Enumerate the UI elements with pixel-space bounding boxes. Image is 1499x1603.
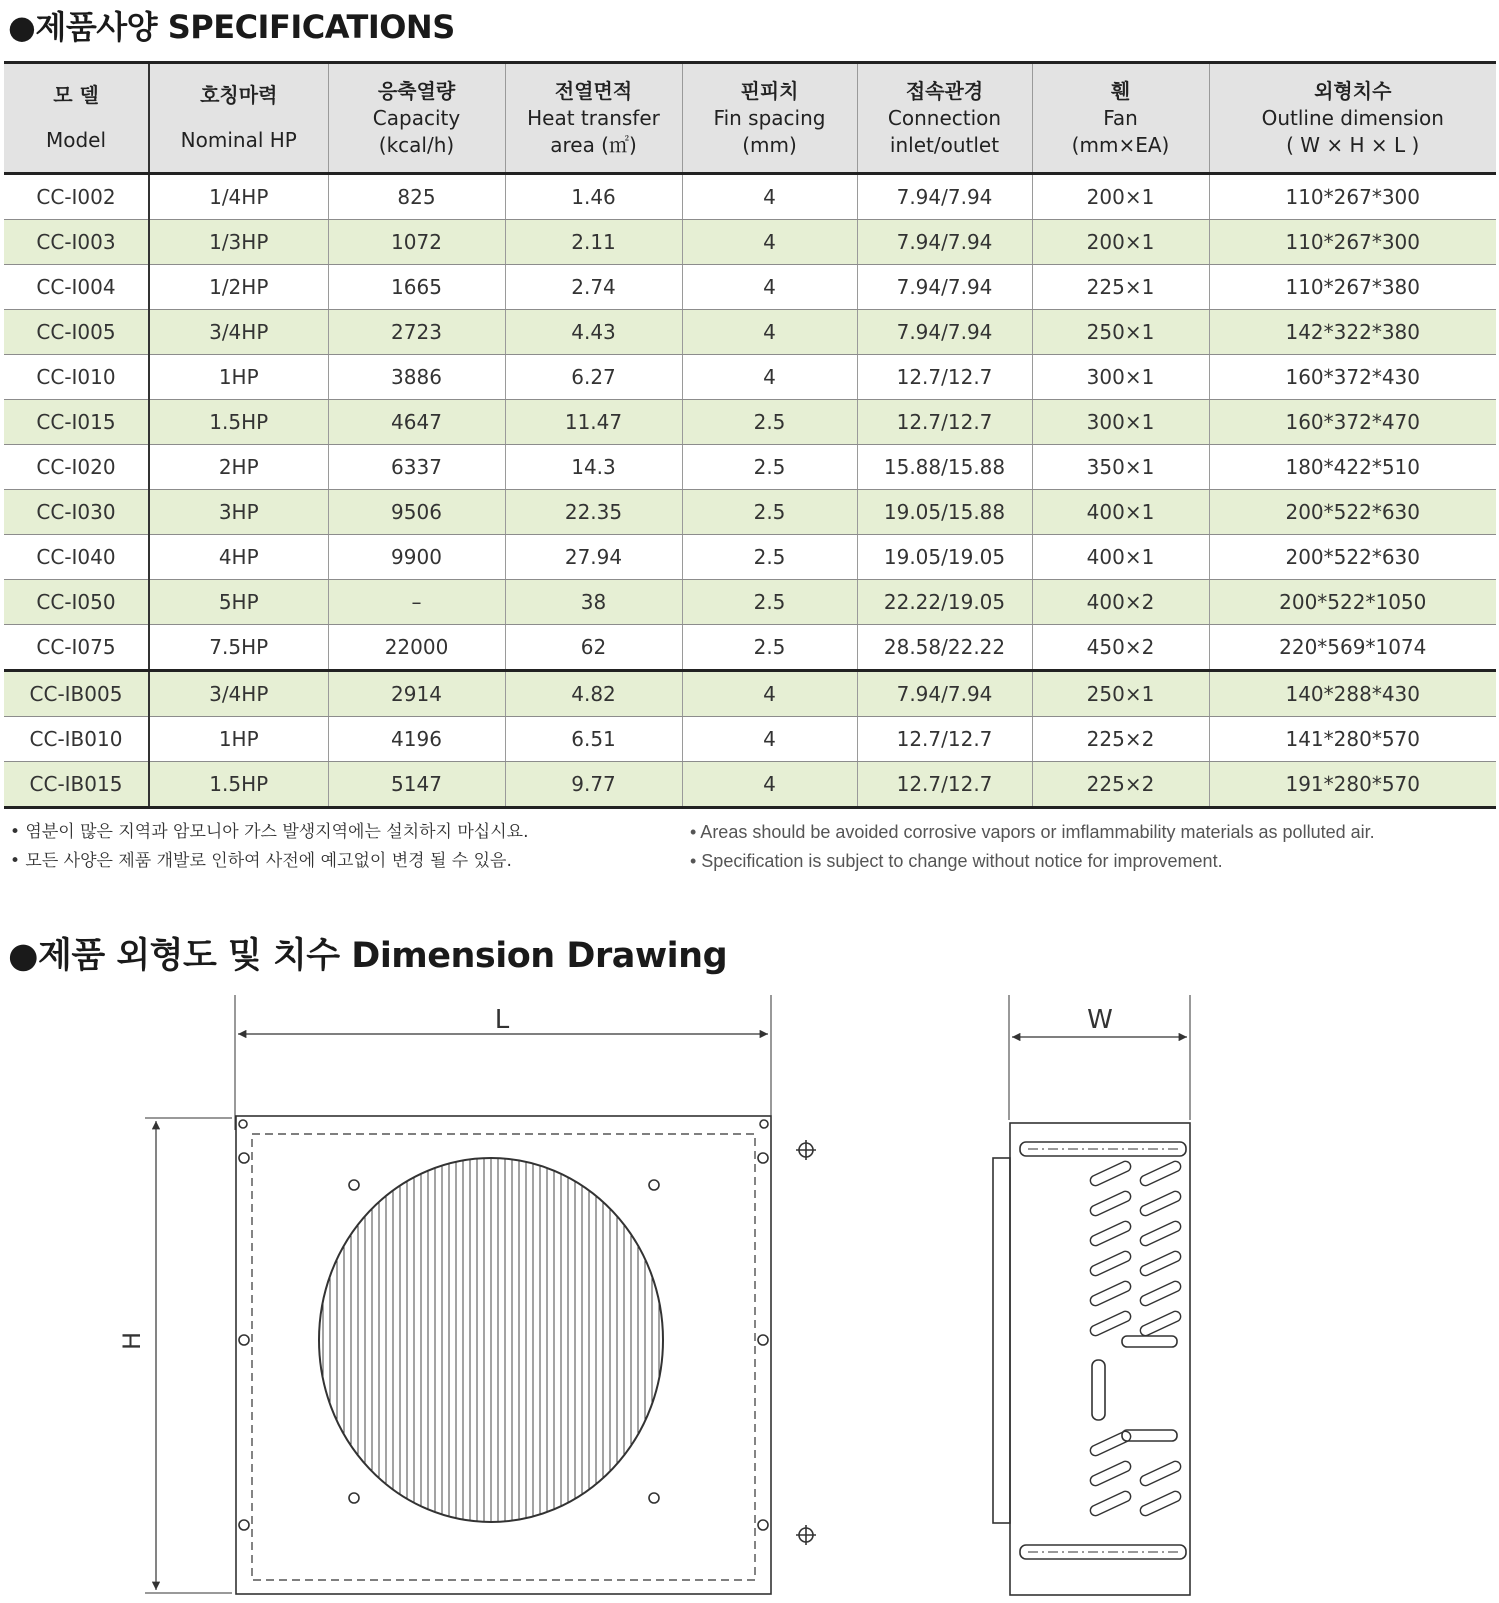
- table-cell: CC-I015: [4, 400, 149, 445]
- table-cell: 1.46: [505, 174, 682, 220]
- dimension-drawing: [0, 990, 1499, 1603]
- coil-tube: [1090, 1251, 1130, 1275]
- table-cell: 140*288*430: [1209, 671, 1496, 717]
- table-cell: 2.74: [505, 265, 682, 310]
- table-cell: 250×1: [1032, 671, 1209, 717]
- table-cell: 4196: [328, 717, 505, 762]
- column-header-en: (mm×EA): [1071, 132, 1170, 157]
- table-cell: 6.27: [505, 355, 682, 400]
- table-cell: 19.05/15.88: [857, 490, 1032, 535]
- column-header: [149, 63, 328, 174]
- front-view: [145, 995, 816, 1594]
- table-cell: 141*280*570: [1209, 717, 1496, 762]
- table-cell: 1.5HP: [149, 400, 328, 445]
- table-row: [4, 174, 1496, 220]
- table-cell: 5HP: [149, 580, 328, 625]
- table-body: [4, 174, 1496, 808]
- note-en-2: • Specification is subject to change without notice for improvement.: [690, 851, 1223, 871]
- table-cell: 1665: [328, 265, 505, 310]
- table-cell: 180*422*510: [1209, 445, 1496, 490]
- coil-tube: [1140, 1281, 1180, 1305]
- table-cell: 200*522*630: [1209, 490, 1496, 535]
- column-header-en: Heat transfer: [527, 105, 660, 130]
- table-cell: 3HP: [149, 490, 328, 535]
- table-row: [4, 355, 1496, 400]
- column-header-en: Capacity: [372, 105, 461, 130]
- column-header: [4, 63, 149, 174]
- table-cell: 1/2HP: [149, 265, 328, 310]
- coil-tube: [1140, 1461, 1180, 1485]
- table-cell: 4: [682, 762, 857, 808]
- table-row: [4, 671, 1496, 717]
- table-cell: CC-IB005: [4, 671, 149, 717]
- table-row: [4, 762, 1496, 808]
- note-en-1: • Areas should be avoided corrosive vapors or imflammability materials as polluted air.: [690, 822, 1375, 842]
- table-cell: 15.88/15.88: [857, 445, 1032, 490]
- coil-tube: [1090, 1281, 1130, 1305]
- table-cell: 28.58/22.22: [857, 625, 1032, 671]
- table-cell: 2.5: [682, 400, 857, 445]
- table-cell: 4: [682, 265, 857, 310]
- table-cell: 3886: [328, 355, 505, 400]
- table-cell: 4: [682, 174, 857, 220]
- spec-section-title: ●제품사양 SPECIFICATIONS: [8, 8, 455, 46]
- coil-tube: [1090, 1221, 1130, 1245]
- table-cell: 450×2: [1032, 625, 1209, 671]
- column-header: [1032, 63, 1209, 174]
- table-cell: 3/4HP: [149, 671, 328, 717]
- table-row: [4, 220, 1496, 265]
- table-cell: CC-I005: [4, 310, 149, 355]
- table-cell: 400×2: [1032, 580, 1209, 625]
- table-cell: 4647: [328, 400, 505, 445]
- table-row: [4, 580, 1496, 625]
- table-cell: 300×1: [1032, 355, 1209, 400]
- spec-table: [4, 61, 1496, 809]
- table-cell: 11.47: [505, 400, 682, 445]
- table-cell: 6.51: [505, 717, 682, 762]
- notes-korean: [10, 818, 528, 876]
- table-cell: 7.94/7.94: [857, 220, 1032, 265]
- table-cell: 2.5: [682, 625, 857, 671]
- coil-tube: [1090, 1461, 1130, 1485]
- table-cell: 9506: [328, 490, 505, 535]
- coil-tube: [1090, 1431, 1130, 1455]
- table-cell: 1HP: [149, 355, 328, 400]
- column-header-ko: 핀피치: [740, 78, 799, 103]
- table-cell: 38: [505, 580, 682, 625]
- table-cell: 250×1: [1032, 310, 1209, 355]
- table-cell: 142*322*380: [1209, 310, 1496, 355]
- table-row: [4, 717, 1496, 762]
- table-cell: 7.94/7.94: [857, 265, 1032, 310]
- column-header-en: Model: [45, 128, 107, 152]
- side-view: [993, 995, 1190, 1595]
- table-cell: 350×1: [1032, 445, 1209, 490]
- column-header: [682, 63, 857, 174]
- table-cell: 1HP: [149, 717, 328, 762]
- column-header-en: ( W × H × L ): [1286, 132, 1420, 157]
- label-H: H: [118, 1331, 146, 1351]
- column-header-ko: 모 델: [53, 83, 99, 107]
- table-cell: 4.82: [505, 671, 682, 717]
- table-row: [4, 265, 1496, 310]
- column-header-en: (mm): [742, 132, 797, 157]
- coil-tube: [1140, 1251, 1180, 1275]
- column-header-en: Fin spacing: [713, 105, 826, 130]
- table-cell: 7.5HP: [149, 625, 328, 671]
- coil-tube: [1090, 1191, 1130, 1215]
- column-header-ko: 호칭마력: [200, 83, 278, 107]
- column-header-ko: 응축열량: [377, 78, 456, 103]
- table-cell: 2.5: [682, 535, 857, 580]
- column-header-en: (kcal/h): [378, 132, 455, 157]
- table-cell: 400×1: [1032, 490, 1209, 535]
- table-cell: CC-I075: [4, 625, 149, 671]
- table-cell: 220*569*1074: [1209, 625, 1496, 671]
- note-ko-1: • 염분이 많은 지역과 암모니아 가스 발생지역에는 설치하지 마십시요.: [10, 822, 529, 842]
- table-row: [4, 625, 1496, 671]
- table-cell: 6337: [328, 445, 505, 490]
- coil-tube: [1140, 1191, 1180, 1215]
- column-header: [857, 63, 1032, 174]
- column-header-en: Outline dimension: [1261, 105, 1444, 130]
- table-cell: CC-I004: [4, 265, 149, 310]
- table-cell: 110*267*300: [1209, 174, 1496, 220]
- table-cell: 1.5HP: [149, 762, 328, 808]
- table-cell: 225×2: [1032, 762, 1209, 808]
- table-cell: 110*267*380: [1209, 265, 1496, 310]
- column-header-ko: 접속관경: [905, 78, 984, 103]
- table-cell: 19.05/19.05: [857, 535, 1032, 580]
- table-cell: 12.7/12.7: [857, 762, 1032, 808]
- table-cell: 3/4HP: [149, 310, 328, 355]
- table-row: [4, 490, 1496, 535]
- notes-english: [690, 818, 1375, 876]
- table-cell: 2.5: [682, 580, 857, 625]
- coil-tube: [1140, 1221, 1180, 1245]
- table-cell: 200×1: [1032, 174, 1209, 220]
- table-cell: 160*372*430: [1209, 355, 1496, 400]
- table-cell: 4: [682, 220, 857, 265]
- table-row: [4, 310, 1496, 355]
- table-cell: 191*280*570: [1209, 762, 1496, 808]
- coil-tube: [1090, 1161, 1130, 1185]
- dimension-section-title: ●제품 외형도 및 치수 Dimension Drawing: [8, 936, 728, 976]
- table-cell: 160*372*470: [1209, 400, 1496, 445]
- table-cell: 27.94: [505, 535, 682, 580]
- table-cell: CC-I003: [4, 220, 149, 265]
- coil-tube: [1140, 1491, 1180, 1515]
- table-cell: 200*522*630: [1209, 535, 1496, 580]
- table-cell: 4: [682, 355, 857, 400]
- coil-tube: [1090, 1311, 1130, 1335]
- table-cell: CC-I030: [4, 490, 149, 535]
- table-cell: 22.22/19.05: [857, 580, 1032, 625]
- table-cell: 4: [682, 717, 857, 762]
- table-cell: 22000: [328, 625, 505, 671]
- table-cell: 4: [682, 310, 857, 355]
- table-cell: 2.5: [682, 445, 857, 490]
- table-cell: 2.11: [505, 220, 682, 265]
- column-header-ko: 외형치수: [1314, 78, 1392, 103]
- table-cell: –: [328, 580, 505, 625]
- table-row: [4, 445, 1496, 490]
- table-cell: CC-I040: [4, 535, 149, 580]
- table-cell: 12.7/12.7: [857, 717, 1032, 762]
- table-cell: 14.3: [505, 445, 682, 490]
- column-header: [328, 63, 505, 174]
- table-cell: 7.94/7.94: [857, 671, 1032, 717]
- column-header-en: Connection: [887, 105, 1002, 130]
- column-header-en: inlet/outlet: [889, 132, 1000, 157]
- table-cell: 2914: [328, 671, 505, 717]
- table-cell: 4HP: [149, 535, 328, 580]
- table-cell: 12.7/12.7: [857, 355, 1032, 400]
- label-W: W: [1087, 1005, 1113, 1035]
- table-cell: 22.35: [505, 490, 682, 535]
- table-cell: 2723: [328, 310, 505, 355]
- table-row: [4, 400, 1496, 445]
- table-cell: CC-IB010: [4, 717, 149, 762]
- table-cell: 9.77: [505, 762, 682, 808]
- table-cell: CC-I050: [4, 580, 149, 625]
- column-header-en: Nominal HP: [180, 128, 297, 152]
- table-cell: 2.5: [682, 490, 857, 535]
- table-cell: CC-I002: [4, 174, 149, 220]
- table-header-row: [4, 63, 1496, 174]
- table-cell: 9900: [328, 535, 505, 580]
- table-cell: 225×2: [1032, 717, 1209, 762]
- table-cell: CC-IB015: [4, 762, 149, 808]
- table-cell: CC-I010: [4, 355, 149, 400]
- table-cell: 1072: [328, 220, 505, 265]
- table-cell: 62: [505, 625, 682, 671]
- table-cell: 400×1: [1032, 535, 1209, 580]
- table-cell: 200×1: [1032, 220, 1209, 265]
- note-ko-2: • 모든 사양은 제품 개발로 인하여 사전에 예고없이 변경 될 수 있음.: [10, 851, 512, 871]
- table-cell: 2HP: [149, 445, 328, 490]
- column-header-en: area (㎡): [550, 132, 637, 157]
- table-cell: 300×1: [1032, 400, 1209, 445]
- table-cell: 225×1: [1032, 265, 1209, 310]
- coil-tube: [1140, 1161, 1180, 1185]
- table-cell: 12.7/12.7: [857, 400, 1032, 445]
- table-cell: 4.43: [505, 310, 682, 355]
- column-header-en: Fan: [1103, 105, 1138, 130]
- column-header-ko: 휀: [1110, 78, 1131, 103]
- coil-tube: [1140, 1311, 1180, 1335]
- table-cell: 110*267*300: [1209, 220, 1496, 265]
- coil-tube: [1090, 1491, 1130, 1515]
- table-cell: 5147: [328, 762, 505, 808]
- label-L: L: [494, 1005, 510, 1035]
- column-header: [505, 63, 682, 174]
- column-header-ko: 전열면적: [554, 78, 633, 103]
- table-cell: 7.94/7.94: [857, 174, 1032, 220]
- table-cell: CC-I020: [4, 445, 149, 490]
- column-header: [1209, 63, 1496, 174]
- table-cell: 4: [682, 671, 857, 717]
- table-cell: 1/4HP: [149, 174, 328, 220]
- table-cell: 1/3HP: [149, 220, 328, 265]
- table-cell: 7.94/7.94: [857, 310, 1032, 355]
- table-row: [4, 535, 1496, 580]
- table-cell: 200*522*1050: [1209, 580, 1496, 625]
- table-cell: 825: [328, 174, 505, 220]
